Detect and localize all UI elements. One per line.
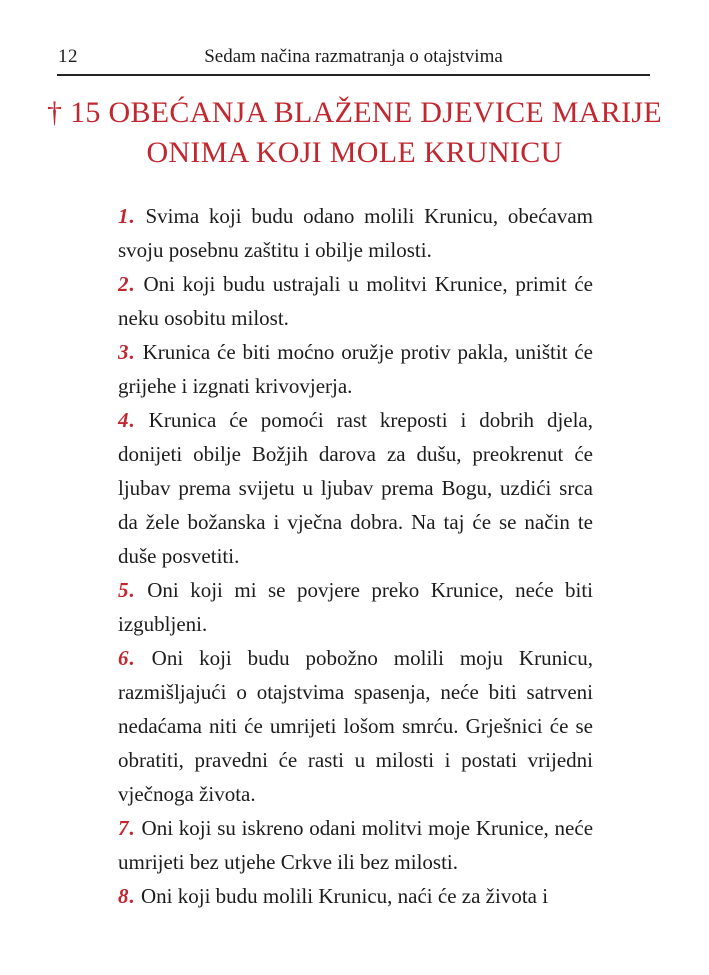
promise-item xyxy=(118,403,593,573)
promise-text: Oni koji mi se povjere preko Krunice, neće biti izgubljeni. xyxy=(118,578,594,636)
promise-text: Oni koji budu pobožno molili moju Krunicu, razmišljajući o otajstvima spasenja, neće biti satrveni nedaćama niti će umrijeti lošom smrću. Grješnici će se obratiti, pravedni će rasti u milosti i postati vrijedni vječnoga života. xyxy=(118,646,593,806)
chapter-title xyxy=(28,93,681,173)
promise-text: Oni koji su iskreno odani molitvi moje Krunice, neće umrijeti bez utjehe Crkve ili bez milosti. xyxy=(118,816,594,874)
promise-text: Oni koji budu molili Krunicu, naći će za života i xyxy=(141,884,549,908)
promise-number: 2. xyxy=(118,272,136,296)
running-header xyxy=(57,0,650,76)
promise-number: 5. xyxy=(118,578,136,602)
promise-text: Krunica će biti moćno oružje protiv pakla, uništit će grijehe i izgnati krivovjerja. xyxy=(118,340,593,398)
promise-item xyxy=(118,879,593,913)
promise-item xyxy=(118,641,593,811)
promise-text: Krunica će pomoći rast kreposti i dobrih djela, donijeti obilje Božjih darova za dušu, preokrenut će ljubav prema svijetu u ljubav prema Bogu, uzdići srca da žele božanska i vječna dobra. Na taj će se način te duše posvetiti. xyxy=(118,408,594,568)
promises-list xyxy=(118,199,593,913)
promise-item xyxy=(118,199,593,267)
chapter-title-line2: ONIMA KOJI MOLE KRUNICU xyxy=(146,136,563,169)
page-number: 12 xyxy=(58,46,78,67)
chapter-title-line1: † 15 OBEĆANJA BLAŽENE DJEVICE MARIJE xyxy=(47,96,662,129)
promise-item xyxy=(118,573,593,641)
promise-number: 7. xyxy=(118,816,136,840)
running-title: Sedam načina razmatranja o otajstvima xyxy=(204,46,503,67)
promise-text: Svima koji budu odano molili Krunicu, obećavam svoju posebnu zaštitu i obilje milosti. xyxy=(118,204,593,262)
promise-text: Oni koji budu ustrajali u molitvi Krunice, primit će neku osobitu milost. xyxy=(118,272,594,330)
promise-item xyxy=(118,335,593,403)
promise-number: 1. xyxy=(118,204,136,228)
promise-item xyxy=(118,267,593,335)
promise-item xyxy=(118,811,593,879)
promise-number: 6. xyxy=(118,646,136,670)
promise-number: 4. xyxy=(118,408,136,432)
promise-number: 8. xyxy=(118,884,136,908)
promise-number: 3. xyxy=(118,340,136,364)
